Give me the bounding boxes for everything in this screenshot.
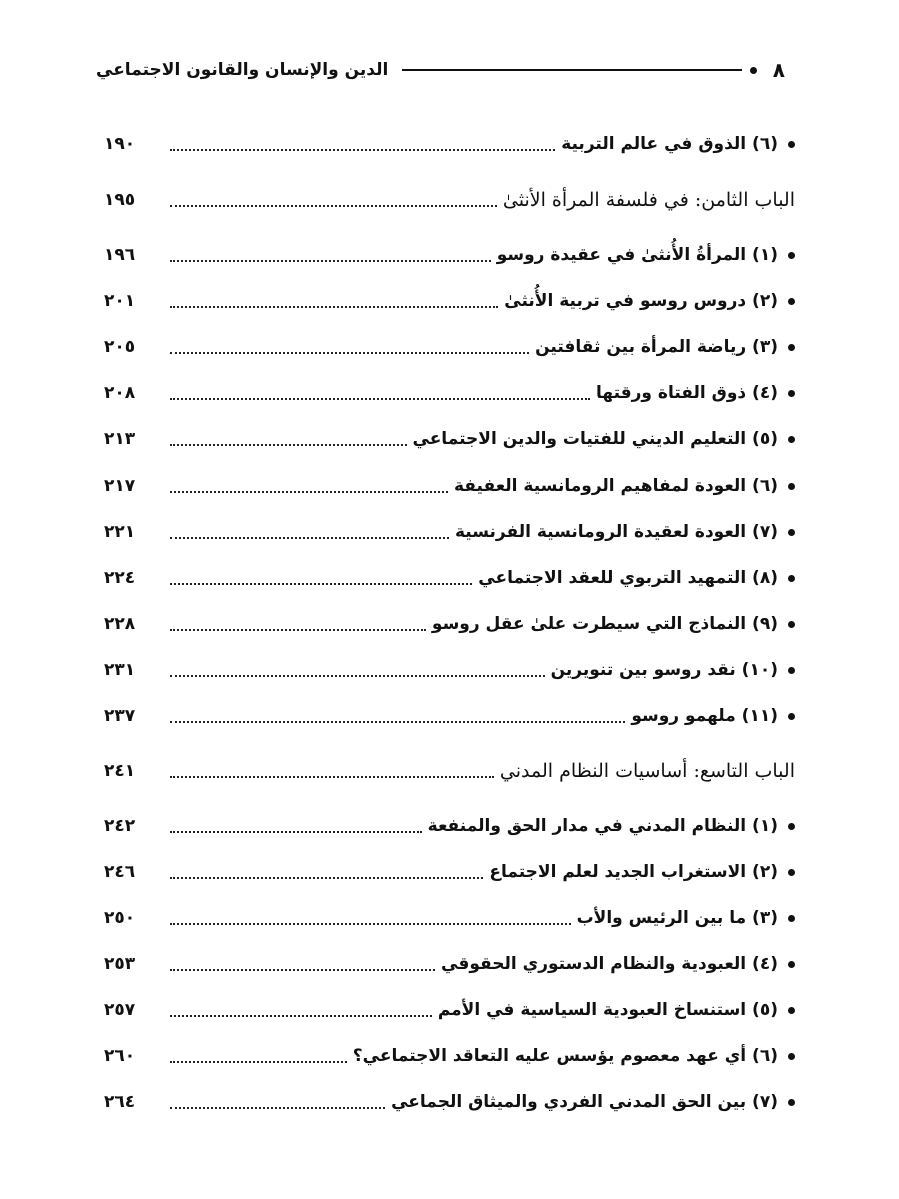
toc-item-row: [104, 606, 795, 642]
dot-leader: [170, 877, 483, 879]
section-title: (١١) ملهمو روسو: [631, 706, 778, 726]
section-title: (٢) دروس روسو في تربية الأُنثىٰ: [504, 291, 778, 311]
dot-leader: [170, 306, 498, 308]
toc-item-row: [104, 946, 795, 982]
section-title: (٤) العبودية والنظام الدستوري الحقوقي: [441, 954, 778, 974]
section-title: (١) المرأةُ الأُنثىٰ في عقيدة روسو: [496, 245, 778, 265]
dot-leader: [170, 260, 491, 262]
bullet-icon: [788, 575, 795, 582]
dot-leader: [170, 398, 590, 400]
section-title: (٧) بين الحق المدني الفردي والميثاق الجماعي: [391, 1092, 778, 1112]
section-title: (٦) أي عهد معصوم يؤسس عليه التعاقد الاجتماعي؟: [352, 1046, 778, 1066]
entry-page-number: ٢٤٢: [104, 816, 136, 836]
bullet-icon: [788, 529, 795, 536]
bullet-icon: [788, 869, 795, 876]
toc-item-row: [104, 992, 795, 1028]
toc-chapter-row: [104, 182, 795, 218]
entry-page-number: ٢٢٨: [104, 614, 136, 634]
dot-leader: [170, 675, 545, 677]
dot-leader: [170, 352, 529, 354]
section-title: (٦) العودة لمفاهيم الرومانسية العفيفة: [453, 476, 778, 496]
entry-page-number: ٢٤١: [104, 761, 136, 781]
dot-leader: [170, 776, 494, 778]
bullet-icon: [788, 1007, 795, 1014]
toc-chapter-row: [104, 753, 795, 789]
entry-page-number: ٢٢١: [104, 522, 136, 542]
bullet-icon: [788, 252, 795, 259]
toc-item-row: [104, 126, 795, 162]
entry-page-number: ٢٠٥: [104, 337, 136, 357]
toc-item-row: [104, 237, 795, 273]
toc-item-row: [104, 652, 795, 688]
dot-leader: [170, 444, 407, 446]
entry-page-number: ٢٦٤: [104, 1092, 136, 1112]
section-title: (٥) استنساخ العبودية السياسية في الأمم: [437, 1000, 778, 1020]
book-title: الدين والإنسان والقانون الاجتماعي: [96, 60, 389, 80]
bullet-icon: [788, 713, 795, 720]
entry-page-number: ١٩٦: [104, 245, 136, 265]
toc-item-row: [104, 1038, 795, 1074]
bullet-icon: [788, 667, 795, 674]
running-header: [96, 50, 791, 90]
chapter-title: الباب التاسع: أساسيات النظام المدني: [499, 760, 795, 782]
entry-page-number: ٢٥٧: [104, 1000, 136, 1020]
bullet-icon: [788, 436, 795, 443]
dot-leader: [170, 1061, 347, 1063]
bullet-icon: [788, 390, 795, 397]
page-number: ٨: [772, 58, 785, 82]
section-title: (٦) الذوق في عالم التربية: [561, 134, 778, 154]
section-title: (٣) ما بين الرئيس والأب: [576, 908, 778, 928]
bullet-icon: [788, 141, 795, 148]
entry-page-number: ٢٦٠: [104, 1046, 136, 1066]
dot-leader: [170, 923, 571, 925]
bullet-icon: [788, 344, 795, 351]
section-title: (٩) النماذج التي سيطرت علىٰ عقل روسو: [431, 614, 778, 634]
bullet-icon: [788, 483, 795, 490]
toc-item-row: [104, 808, 795, 844]
chapter-title: الباب الثامن: في فلسفة المرأة الأنثىٰ: [502, 189, 795, 211]
dot-leader: [170, 1107, 385, 1109]
toc-item-row: [104, 560, 795, 596]
toc-item-row: [104, 900, 795, 936]
dot-leader: [170, 583, 472, 585]
dot-leader: [170, 537, 449, 539]
entry-page-number: ٢٥٣: [104, 954, 136, 974]
toc-item-row: [104, 329, 795, 365]
dot-leader: [170, 629, 426, 631]
section-title: (٤) ذوق الفتاة ورقتها: [595, 383, 778, 403]
toc-item-row: [104, 375, 795, 411]
entry-page-number: ٢٣٧: [104, 706, 136, 726]
toc-item-row: [104, 468, 795, 504]
section-title: (٧) العودة لعقيدة الرومانسية الفرنسية: [455, 522, 778, 542]
dot-leader: [170, 149, 555, 151]
toc-item-row: [104, 514, 795, 550]
entry-page-number: ٢٠٨: [104, 383, 136, 403]
toc-item-row: [104, 1084, 795, 1120]
bullet-icon: [788, 823, 795, 830]
dot-leader: [170, 1015, 432, 1017]
section-title: (١٠) نقد روسو بين تنويرين: [550, 660, 778, 680]
toc-item-row: [104, 854, 795, 890]
header-dot-ornament: [750, 67, 757, 74]
bullet-icon: [788, 961, 795, 968]
bullet-icon: [788, 1053, 795, 1060]
toc-item-row: [104, 283, 795, 319]
bullet-icon: [788, 621, 795, 628]
entry-page-number: ٢١٣: [104, 429, 136, 449]
entry-page-number: ١٩٠: [104, 134, 136, 154]
toc-item-row: [104, 698, 795, 734]
entry-page-number: ٢٢٤: [104, 568, 136, 588]
entry-page-number: ٢١٧: [104, 476, 136, 496]
dot-leader: [170, 831, 422, 833]
header-rule: [402, 69, 741, 71]
entry-page-number: ٢٤٦: [104, 862, 136, 882]
dot-leader: [170, 491, 448, 493]
section-title: (٢) الاستغراب الجديد لعلم الاجتماع: [489, 862, 778, 882]
entry-page-number: ٢٠١: [104, 291, 136, 311]
toc-item-row: [104, 421, 795, 457]
dot-leader: [170, 969, 435, 971]
bullet-icon: [788, 915, 795, 922]
section-title: (٥) التعليم الديني للفتيات والدين الاجتماعي: [412, 429, 778, 449]
section-title: (٨) التمهيد التربوي للعقد الاجتماعي: [478, 568, 778, 588]
dot-leader: [170, 721, 625, 723]
bullet-icon: [788, 298, 795, 305]
section-title: (٣) رياضة المرأة بين ثقافتين: [535, 337, 778, 357]
entry-page-number: ٢٣١: [104, 660, 136, 680]
entry-page-number: ٢٥٠: [104, 908, 136, 928]
entry-page-number: ١٩٥: [104, 190, 136, 210]
dot-leader: [170, 205, 497, 207]
bullet-icon: [788, 1099, 795, 1106]
section-title: (١) النظام المدني في مدار الحق والمنفعة: [427, 816, 778, 836]
